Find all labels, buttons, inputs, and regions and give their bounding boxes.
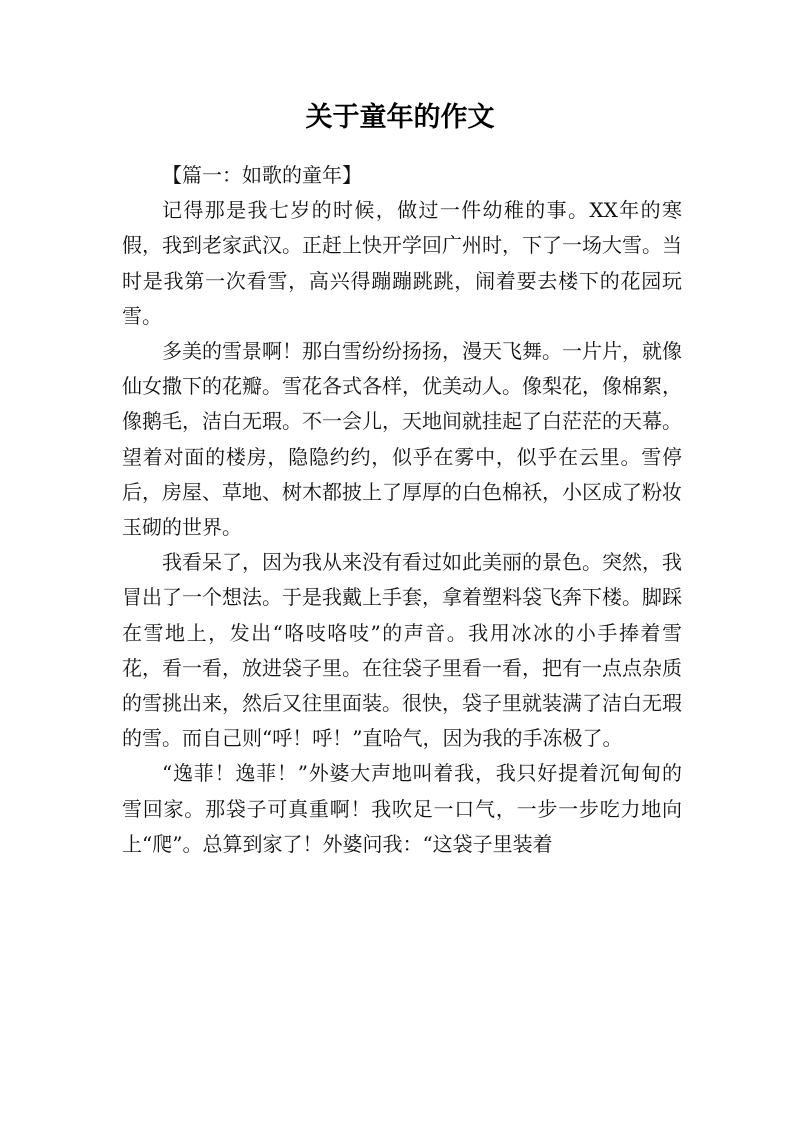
document-body [122,158,682,862]
paragraph: 我看呆了，因为我从来没有看过如此美丽的景色。突然，我冒出了一个想法。于是我戴上手套，拿着塑料袋飞奔下楼。脚踩在雪地上，发出“咯吱咯吱”的声音。我用冰冰的小手捧着雪花，看一看，放进袋子里。在往袋子里看一看，把有一点点杂质的雪挑出来，然后又往里面装。很快，袋子里就装满了洁白无瑕的雪。而自己则“呼！呼！”直哈气，因为我的手冻极了。 [122,550,682,751]
paragraph: “逸菲！逸菲！”外婆大声地叫着我，我只好提着沉甸甸的雪回家。那袋子可真重啊！我吹足一口气，一步一步吃力地向上“爬”。总算到家了！外婆问我：“这袋子里装着 [122,761,682,856]
section-heading: 【篇一：如歌的童年】 [162,163,362,187]
document-title: 关于童年的作文 [305,102,495,133]
paragraph: 多美的雪景啊！那白雪纷纷扬扬，漫天飞舞。一片片，就像仙女撒下的花瓣。雪花各式各样，优美动人。像梨花，像棉絮，像鹅毛，洁白无瑕。不一会儿，天地间就挂起了白茫茫的天幕。望着对面的楼房，隐隐约约，似乎在雾中，似乎在云里。雪停后，房屋、草地、树木都披上了厚厚的白色棉袄，小区成了粉妆玉砌的世界。 [122,339,682,540]
paragraph: 记得那是我七岁的时候，做过一件幼稚的事。XX年的寒假，我到老家武汉。正赶上快开学回广州时，下了一场大雪。当时是我第一次看雪，高兴得蹦蹦跳跳，闹着要去楼下的花园玩雪。 [122,198,682,328]
